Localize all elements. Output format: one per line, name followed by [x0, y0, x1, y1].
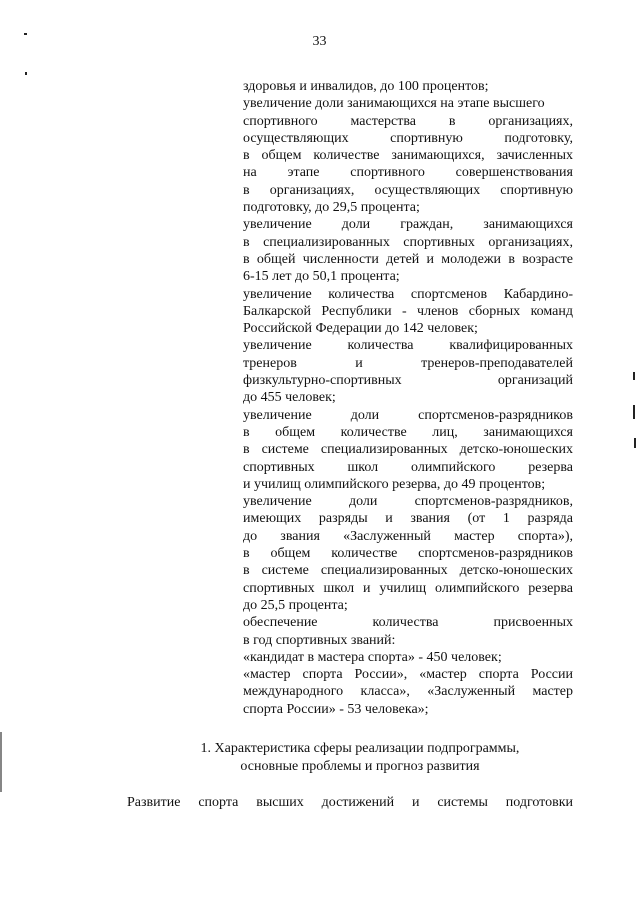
indicator-line: спортивных школ и училищ олимпийского резерва [243, 580, 573, 596]
indicator-line: на этапе спортивного совершенствования [243, 165, 573, 181]
indicator-line: осуществляющих спортивную подготовку, [243, 130, 573, 146]
indicator-line: международного класса», «Заслуженный мастер [243, 684, 573, 700]
indicator-line: в общем количестве занимающихся, зачисленных [243, 148, 573, 164]
indicator-line: «мастер спорта России», «мастер спорта России [243, 667, 573, 683]
indicator-line: в организациях, осуществляющих спортивную [243, 182, 573, 198]
indicator-line: обеспечение количества присвоенных [243, 615, 573, 631]
indicator-line: увеличение доли занимающихся на этапе высшего [243, 96, 545, 112]
indicator-line: Балкарской Республики - членов сборных команд [243, 303, 573, 319]
section-heading-line-1: 1. Характеристика сферы реализации подпрограммы, [200, 741, 520, 756]
indicator-line: 6-15 лет до 50,1 процента; [243, 269, 400, 285]
indicator-line: спорта России» - 53 человека»; [243, 701, 429, 717]
indicator-line: физкультурно-спортивных организаций [243, 373, 573, 389]
page-number: 33 [312, 34, 327, 49]
indicator-line: в год спортивных званий: [243, 632, 396, 648]
indicator-line: Российской Федерации до 142 человек; [243, 321, 478, 337]
scan-mark [633, 372, 635, 380]
indicator-line: увеличение доли граждан, занимающихся [243, 217, 573, 233]
indicator-line: в системе специализированных детско-юношеских [243, 442, 573, 458]
indicator-line: имеющих разряды и звания (от 1 разряда [243, 511, 573, 527]
indicator-line: спортивных школ олимпийского резерва [243, 459, 573, 475]
indicator-line: в общем количестве спортсменов-разрядников [243, 546, 573, 562]
indicator-line: здоровья и инвалидов, до 100 процентов; [243, 79, 489, 94]
indicator-line: и училищ олимпийского резерва, до 49 процентов; [243, 476, 546, 492]
indicator-line: тренеров и тренеров-преподавателей [243, 355, 573, 371]
section-heading-line-2: основные проблемы и прогноз развития [240, 759, 480, 774]
indicator-line: увеличение количества спортсменов Кабардино- [243, 286, 573, 302]
indicator-line: увеличение доли спортсменов-разрядников [243, 407, 573, 423]
scan-mark [0, 732, 2, 792]
section-heading [120, 740, 600, 776]
indicator-line: в системе специализированных детско-юношеских [243, 563, 573, 579]
indicator-line: до 455 человек; [243, 390, 336, 406]
indicator-line: до звания «Заслуженный мастер спорта»), [243, 528, 573, 544]
indicator-line: увеличение количества квалифицированных [243, 338, 573, 354]
indicator-line: «кандидат в мастера спорта» - 450 человек; [243, 649, 502, 665]
scan-mark [25, 72, 27, 75]
indicator-line: в общей численности детей и молодежи в возрасте [243, 251, 573, 267]
indicator-line: спортивного мастерства в организациях, [243, 113, 573, 129]
indicator-line: в общем количестве лиц, занимающихся [243, 424, 573, 440]
indicator-line: до 25,5 процента; [243, 597, 348, 613]
indicator-line: в специализированных спортивных организациях, [243, 234, 573, 250]
scan-mark [634, 438, 636, 448]
scan-mark [633, 405, 635, 419]
scan-mark [24, 33, 27, 35]
indicator-line: увеличение доли спортсменов-разрядников, [243, 494, 573, 510]
indicator-column [243, 78, 573, 718]
body-paragraph-line: Развитие спорта высших достижений и системы подготовки [127, 795, 573, 810]
indicator-line: подготовку, до 29,5 процента; [243, 200, 420, 216]
